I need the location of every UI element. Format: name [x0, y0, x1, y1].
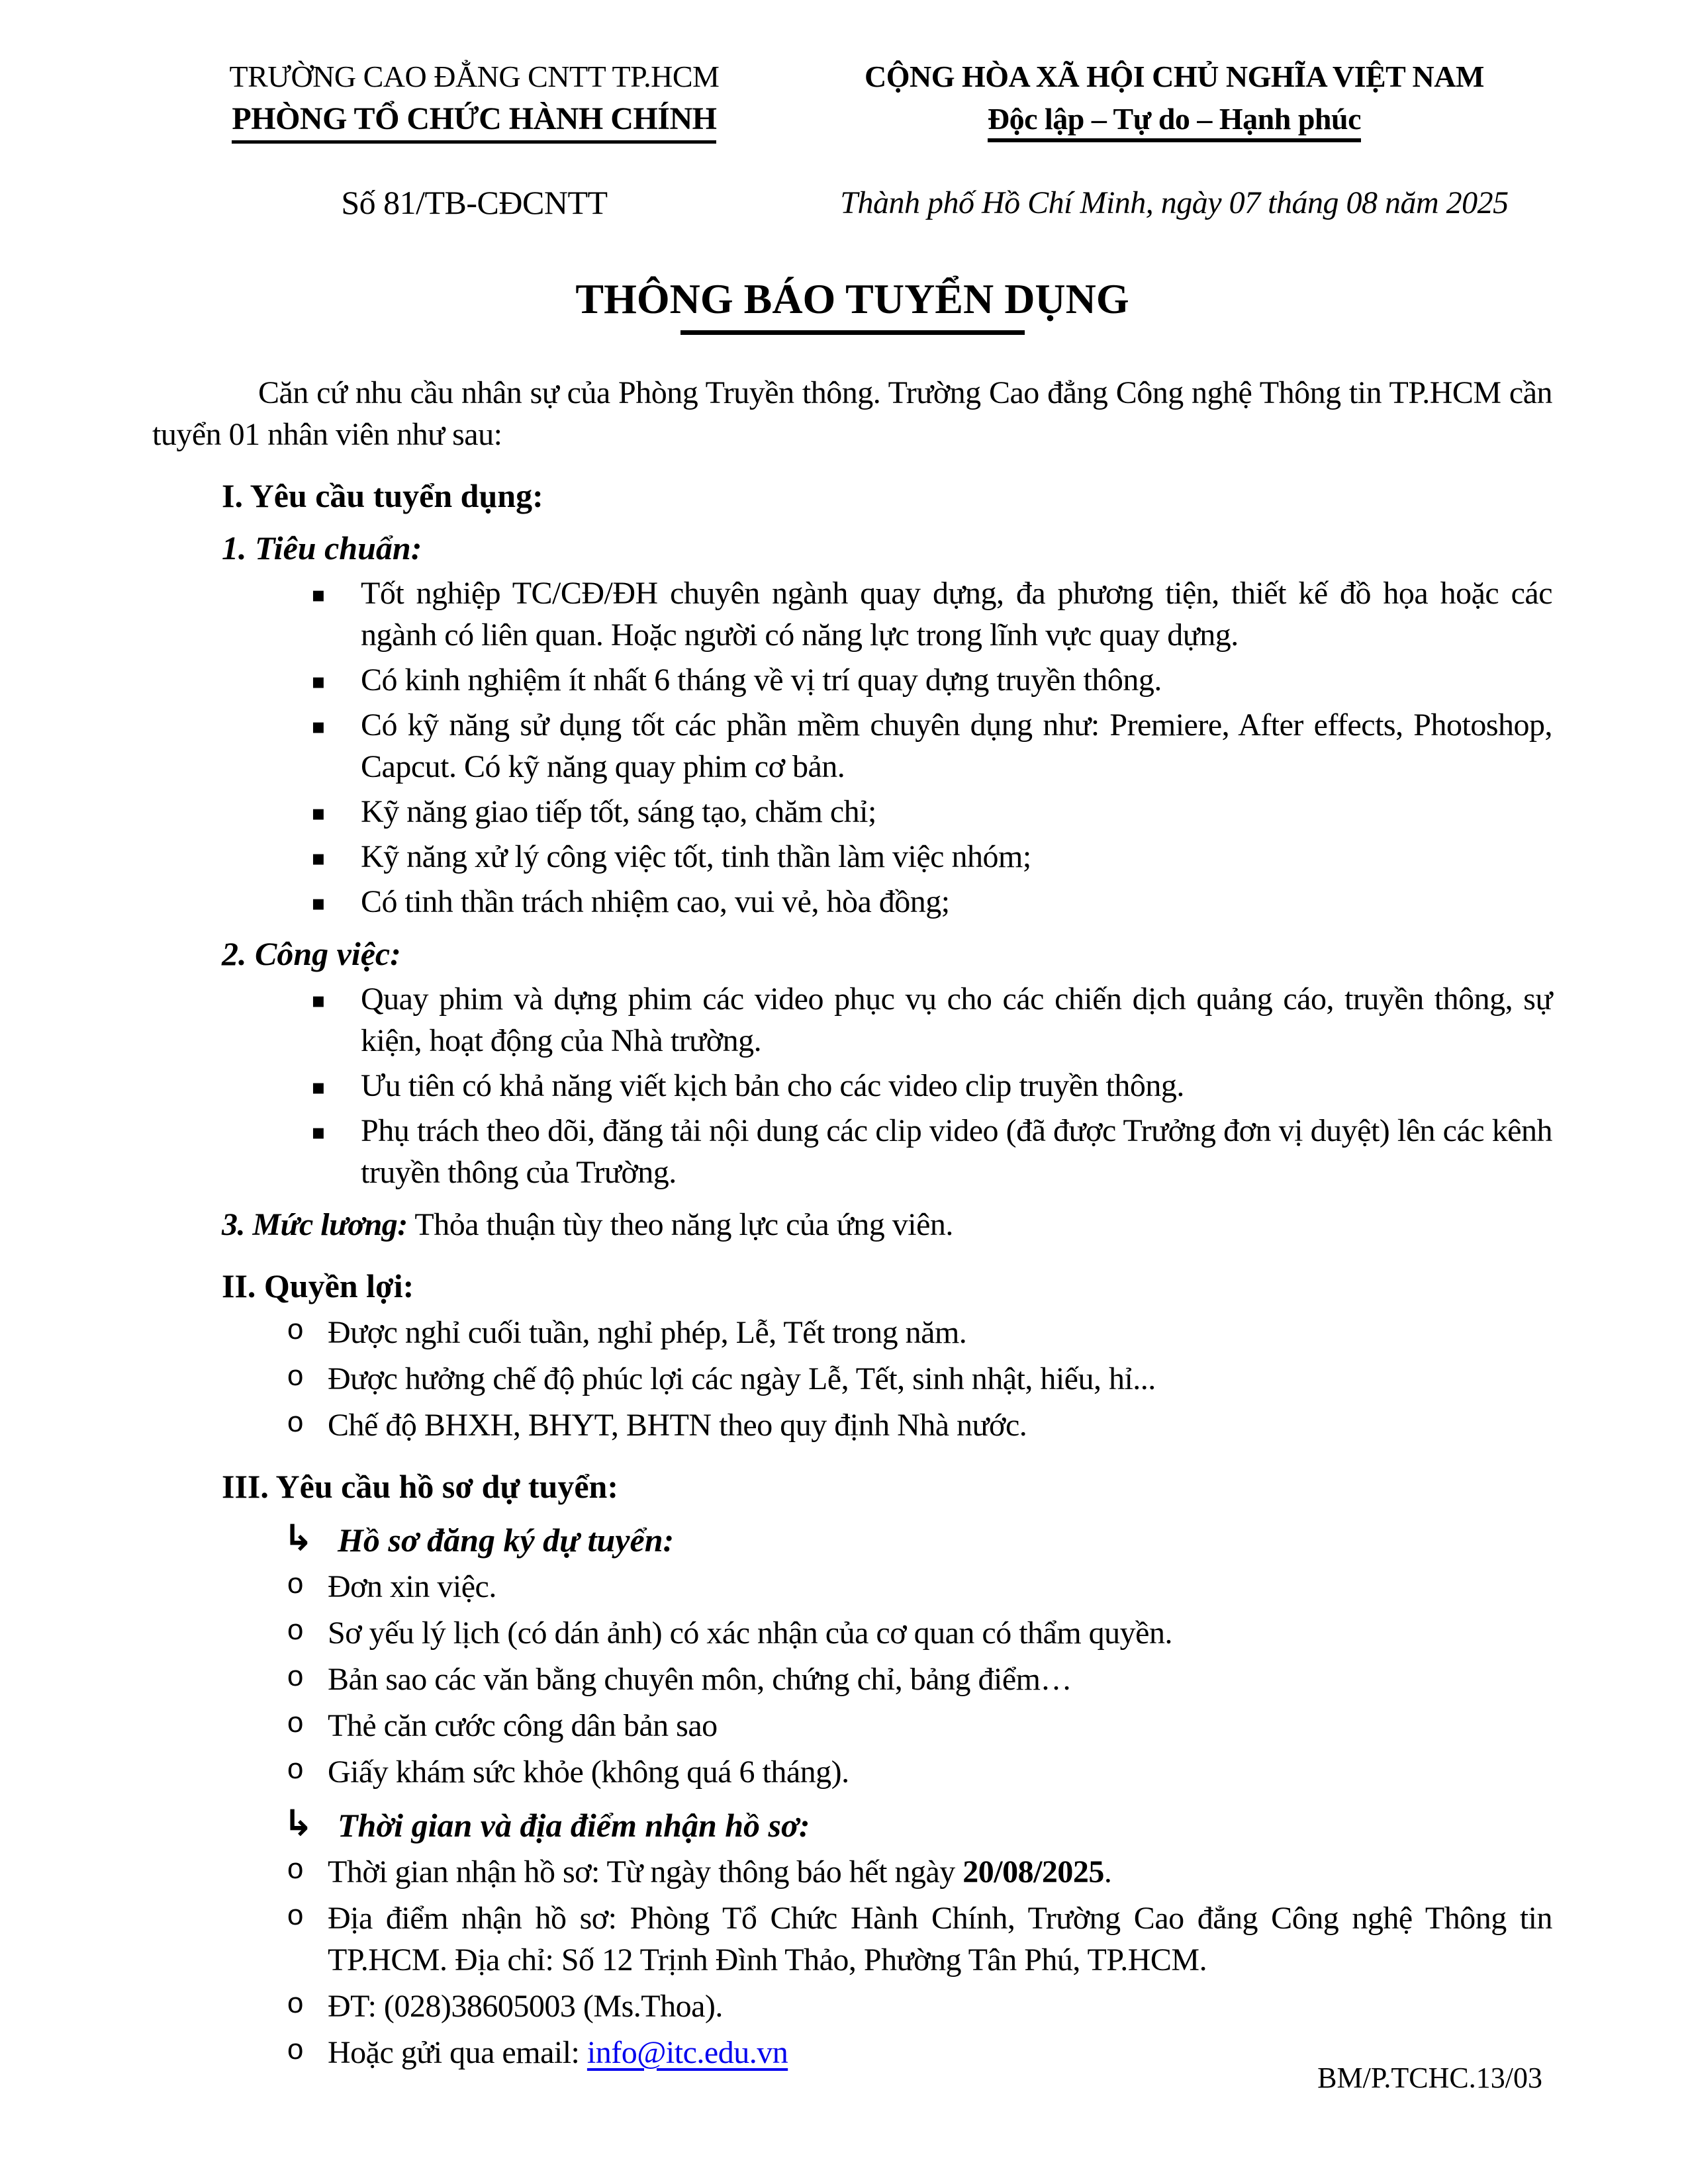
- section-heading-requirements: I. Yêu cầu tuyển dụng:: [222, 477, 543, 514]
- phone-text: ĐT: (028)38605003 (Ms.Thoa).: [328, 1989, 723, 2024]
- square-bullet-icon: ▪: [311, 713, 326, 739]
- circle-bullet-icon: o: [287, 1708, 304, 1741]
- location-text: Địa điểm nhận hồ sơ: Phòng Tổ Chức Hành Chính, Trường Cao đẳng Công nghệ Thông tin TP.HCM. Địa chỉ: Số 12 Trịnh Đình Thảo, Phường Tân Phú, TP.HCM.: [328, 1901, 1552, 1978]
- org-name-line: TRƯỜNG CAO ĐẲNG CNTT TP.HCM: [229, 60, 720, 93]
- list-item: [152, 659, 1552, 701]
- circle-bullet-icon: o: [287, 1408, 304, 1441]
- list-item-location: [152, 1897, 1552, 1981]
- section-heading-documents: III. Yêu cầu hồ sơ dự tuyển:: [222, 1468, 618, 1505]
- national-title-line: CỘNG HÒA XÃ HỘI CHỦ NGHĨA VIỆT NAM: [864, 60, 1484, 93]
- list-item-deadline: [152, 1851, 1552, 1893]
- list-item-text: Kỹ năng giao tiếp tốt, sáng tạo, chăm chỉ;: [361, 794, 876, 829]
- list-item-text: Quay phim và dựng phim các video phục vụ cho các chiến dịch quảng cáo, truyền thông, sự kiện, hoạt động của Nhà trường.: [361, 981, 1552, 1058]
- page-title: THÔNG BÁO TUYỂN DỤNG: [575, 275, 1129, 322]
- document-meta-row: [152, 182, 1552, 224]
- salary-label: 3. Mức lương:: [222, 1207, 408, 1242]
- group-label-schedule: [152, 1802, 1552, 1846]
- salary-text: Thỏa thuận tùy theo năng lực của ứng viên.: [407, 1207, 953, 1242]
- doc-number: Số 81/TB-CĐCNTT: [341, 184, 608, 221]
- group-label-application: [152, 1517, 1552, 1561]
- list-item: [152, 572, 1552, 656]
- national-header-block: [796, 56, 1552, 141]
- list-item-text: Có kỹ năng sử dụng tốt các phần mềm chuyên dụng như: Premiere, After effects, Photoshop, Capcut. Có kỹ năng quay phim cơ bản.: [361, 707, 1552, 784]
- circle-bullet-icon: o: [287, 1854, 304, 1888]
- list-item: [152, 978, 1552, 1062]
- list-item-text: Ưu tiên có khả năng viết kịch bản cho các video clip truyền thông.: [361, 1068, 1184, 1103]
- square-bullet-icon: ▪: [311, 1074, 326, 1099]
- square-bullet-icon: ▪: [311, 845, 326, 870]
- section-heading-benefits: II. Quyền lợi:: [222, 1267, 414, 1304]
- list-item: [152, 836, 1552, 878]
- list-item: [152, 1705, 1552, 1747]
- issuing-org-block: [152, 56, 796, 141]
- list-item-text: Bản sao các văn bằng chuyên môn, chứng chỉ, bảng điểm…: [328, 1662, 1072, 1697]
- list-item-text: Thẻ căn cước công dân bản sao: [328, 1708, 718, 1743]
- group-label-text: Hồ sơ đăng ký dự tuyển:: [338, 1522, 675, 1559]
- subsection-heading-standards: 1. Tiêu chuẩn:: [222, 529, 422, 567]
- circle-bullet-icon: o: [287, 1989, 304, 2022]
- email-link[interactable]: info@itc.edu.vn: [586, 2035, 788, 2070]
- curved-arrow-bullet-icon: ↳: [283, 1517, 314, 1559]
- form-code: BM/P.TCHC.13/03: [1317, 2062, 1542, 2094]
- list-item: [152, 881, 1552, 923]
- square-bullet-icon: ▪: [311, 668, 326, 694]
- circle-bullet-icon: o: [287, 1361, 304, 1394]
- list-item: [152, 1751, 1552, 1793]
- curved-arrow-bullet-icon: ↳: [283, 1802, 314, 1844]
- circle-bullet-icon: o: [287, 1662, 304, 1695]
- circle-bullet-icon: o: [287, 1615, 304, 1649]
- deadline-date: 20/08/2025: [962, 1854, 1104, 1889]
- list-item-text: Có kinh nghiệm ít nhất 6 tháng về vị trí quay dựng truyền thông.: [361, 662, 1162, 698]
- list-item: [152, 1566, 1552, 1608]
- deadline-prefix: Thời gian nhận hồ sơ: Từ ngày thông báo hết ngày: [328, 1854, 963, 1889]
- list-item-text: Phụ trách theo dõi, đăng tải nội dung các clip video (đã được Trưởng đơn vị duyệt) lên các kênh truyền thông của Trường.: [361, 1113, 1552, 1190]
- list-item-text: Giấy khám sức khỏe (không quá 6 tháng).: [328, 1754, 849, 1790]
- circle-bullet-icon: o: [287, 1901, 304, 1934]
- subsection-heading-job: 2. Công việc:: [222, 935, 401, 972]
- salary-line: [222, 1204, 1552, 1246]
- list-item: [152, 1358, 1552, 1400]
- list-item-text: Được nghỉ cuối tuần, nghỉ phép, Lễ, Tết trong năm.: [328, 1315, 967, 1350]
- list-item-text: Được hưởng chế độ phúc lợi các ngày Lễ, Tết, sinh nhật, hiếu, hỉ...: [328, 1361, 1156, 1396]
- square-bullet-icon: ▪: [311, 890, 326, 915]
- list-item-text: Có tinh thần trách nhiệm cao, vui vẻ, hòa đồng;: [361, 884, 950, 919]
- list-item: [152, 704, 1552, 788]
- list-item-text: Kỹ năng xử lý công việc tốt, tinh thần làm việc nhóm;: [361, 839, 1031, 874]
- square-bullet-icon: ▪: [311, 1119, 326, 1144]
- list-item-text: Đơn xin việc.: [328, 1569, 496, 1604]
- department-line-text: PHÒNG TỔ CHỨC HÀNH CHÍNH: [232, 101, 716, 144]
- square-bullet-icon: ▪: [311, 987, 326, 1013]
- list-item-text: Chế độ BHXH, BHYT, BHTN theo quy định Nhà nước.: [328, 1408, 1027, 1443]
- issue-place-date: Thành phố Hồ Chí Minh, ngày 07 tháng 08 năm 2025: [840, 185, 1509, 220]
- deadline-suffix: .: [1103, 1854, 1112, 1889]
- email-prefix: Hoặc gửi qua email:: [328, 2035, 587, 2070]
- list-item: [152, 1404, 1552, 1446]
- intro-paragraph: Căn cứ nhu cầu nhân sự của Phòng Truyền thông. Trường Cao đẳng Công nghệ Thông tin TP.HCM cần tuyển 01 nhân viên như sau:: [152, 375, 1552, 452]
- list-item: [152, 1065, 1552, 1107]
- list-item: [152, 1659, 1552, 1700]
- circle-bullet-icon: o: [287, 1315, 304, 1348]
- square-bullet-icon: ▪: [311, 582, 326, 607]
- circle-bullet-icon: o: [287, 1754, 304, 1788]
- department-line: [152, 97, 796, 141]
- list-item-phone: [152, 1985, 1552, 2027]
- national-motto-text: Độc lập – Tự do – Hạnh phúc: [988, 102, 1361, 142]
- circle-bullet-icon: o: [287, 2035, 304, 2068]
- document-header: [152, 56, 1552, 141]
- circle-bullet-icon: o: [287, 1569, 304, 1602]
- list-item: [152, 791, 1552, 833]
- title-underline: [680, 330, 1025, 335]
- list-item-text: Sơ yếu lý lịch (có dán ảnh) có xác nhận của cơ quan có thẩm quyền.: [328, 1615, 1172, 1651]
- list-item: [152, 1110, 1552, 1193]
- group-label-text: Thời gian và địa điểm nhận hồ sơ:: [338, 1807, 810, 1844]
- list-item: [152, 1312, 1552, 1353]
- square-bullet-icon: ▪: [311, 800, 326, 825]
- list-item: [152, 1612, 1552, 1654]
- national-motto-line: [796, 97, 1552, 141]
- list-item-text: Tốt nghiệp TC/CĐ/ĐH chuyên ngành quay dựng, đa phương tiện, thiết kế đồ họa hoặc các ngành có liên quan. Hoặc người có năng lực trong lĩnh vực quay dựng.: [361, 576, 1552, 653]
